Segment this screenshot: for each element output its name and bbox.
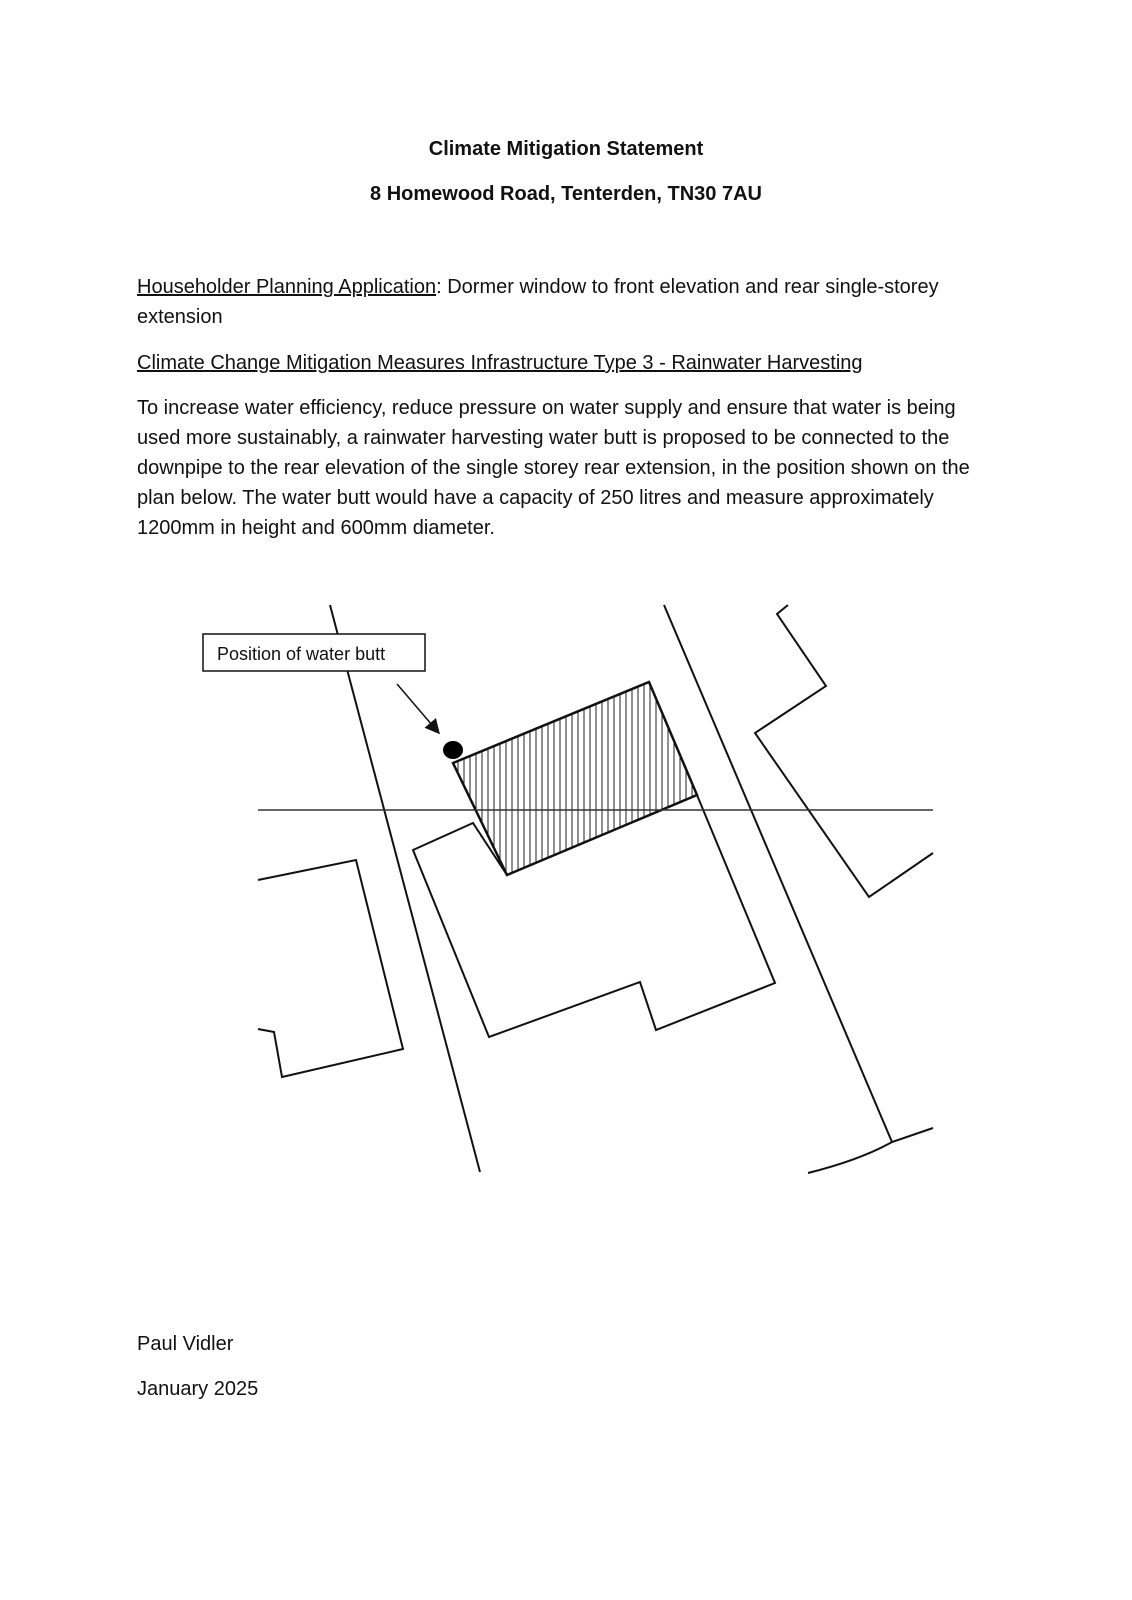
body-paragraph: To increase water efficiency, reduce pressure on water supply and ensure that water is being used more sustainably, a rainwater harvesting water butt is proposed to be connected to the downpipe to the rear elevation of the single storey rear extension, in the position shown on the plan below. The water butt would have a capacity of 250 litres and measure approximately 1200mm in height and 600mm diameter. [137,397,970,539]
right-neighbour-building [755,605,933,897]
callout-label: Position of water butt [217,644,386,664]
callout-arrow [397,684,438,732]
application-separator: : [436,276,442,298]
document-date: January 2025 [137,1378,259,1400]
left-boundary-line [330,605,480,1172]
water-butt-marker [443,741,463,759]
rear-boundary-curve [808,1128,933,1173]
application-label: Householder Planning Application [137,276,437,298]
measures-heading: Climate Change Mitigation Measures Infrastructure Type 3 - Rainwater Harvesting [137,352,863,374]
right-boundary-line [664,605,892,1142]
rear-extension-hatched [453,682,697,875]
author-name: Paul Vidler [137,1333,234,1355]
left-neighbour-building [258,860,403,1077]
document-title: Climate Mitigation Statement [428,138,704,160]
document-address: 8 Homewood Road, Tenterden, TN30 7AU [370,183,762,205]
application-description: Dormer window to front elevation and rear single-storey extension [137,276,939,328]
